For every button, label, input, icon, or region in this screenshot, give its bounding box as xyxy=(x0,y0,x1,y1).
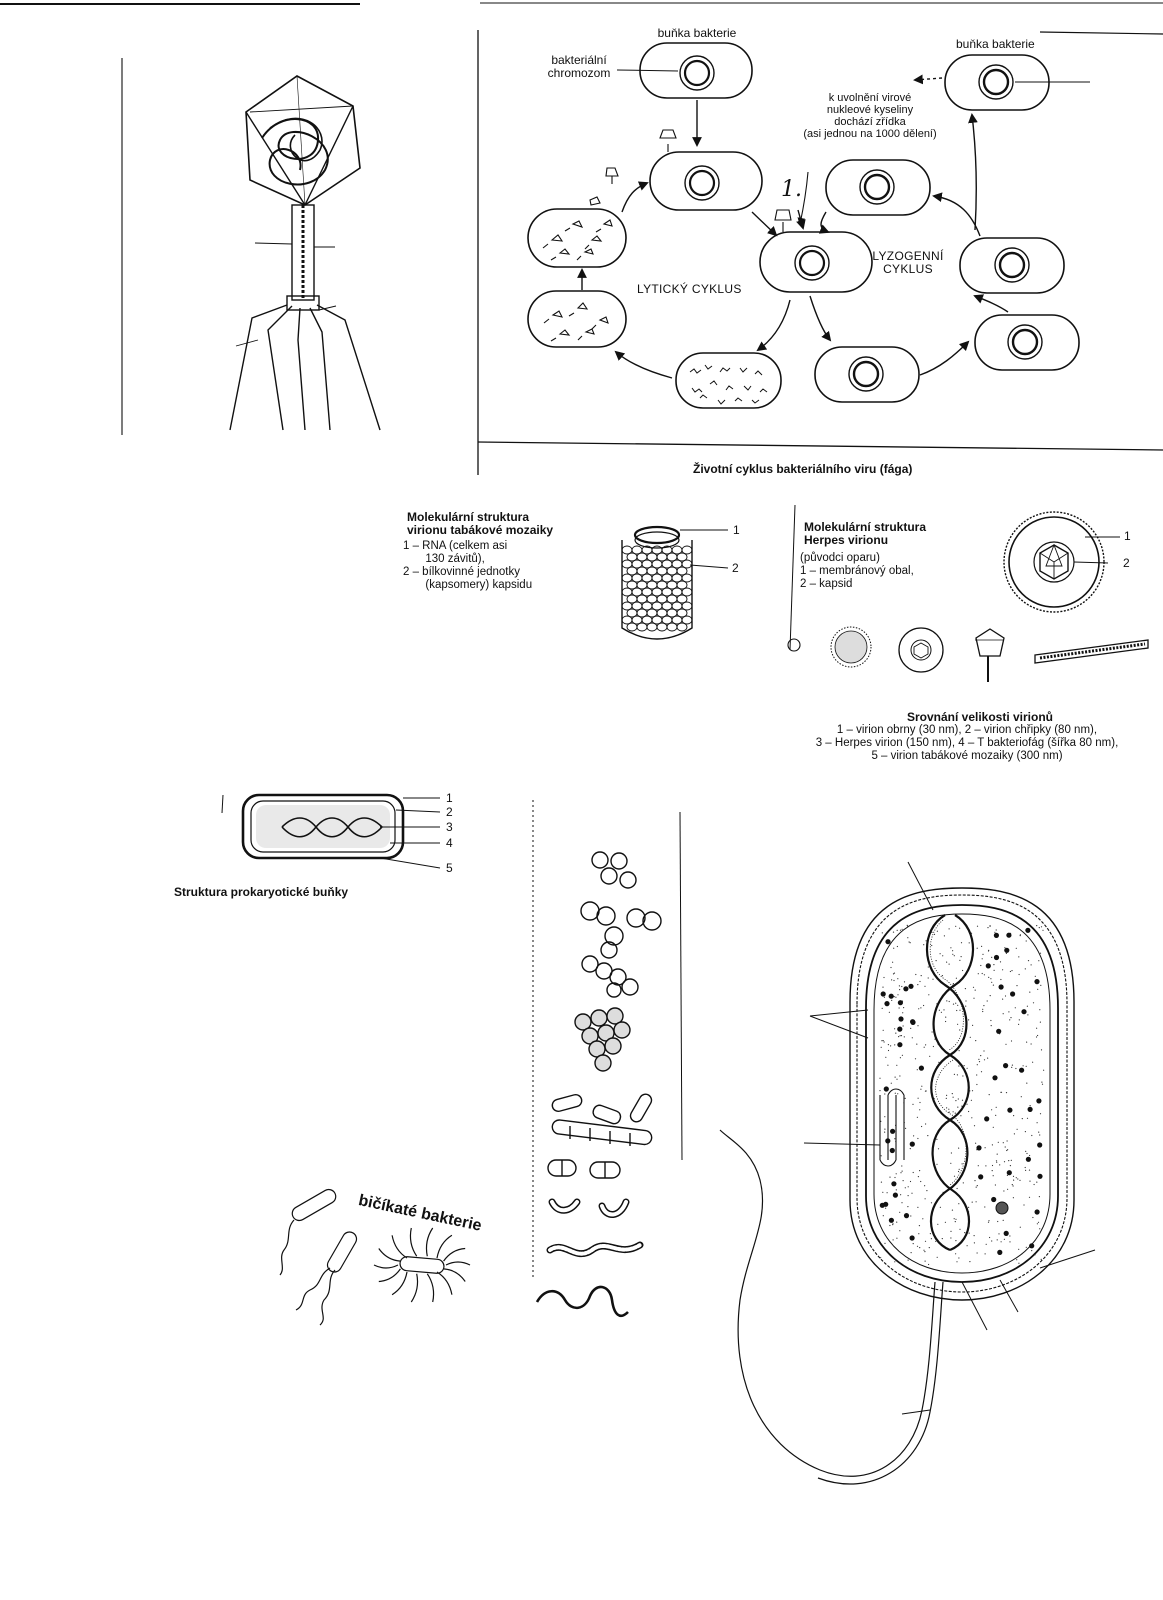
spirochetes xyxy=(537,1287,628,1316)
herpes-number-2: 2 xyxy=(1123,556,1130,570)
prokaryote-number-1: 1 xyxy=(446,791,453,805)
herpes-virion-small xyxy=(899,628,943,672)
leader-line xyxy=(1000,1280,1018,1312)
herpes-title: Molekulární struktura Herpes virionu xyxy=(804,520,927,547)
tail-fiber xyxy=(268,306,292,430)
leader-line xyxy=(690,565,728,568)
bacteria-shapes xyxy=(537,852,661,1316)
cycle-arrow xyxy=(975,296,1008,312)
leader-line xyxy=(1074,562,1108,563)
tmv-virion-small xyxy=(1035,640,1148,663)
herpes-description: (původci oparu) 1 – membránový obal, 2 – kapsid xyxy=(800,552,914,590)
bacterium-cell-lytic xyxy=(528,291,626,347)
frame-line-shapes xyxy=(680,812,682,1160)
leader-line xyxy=(962,1282,987,1330)
cycle-arrow xyxy=(616,352,672,378)
phage-attached xyxy=(660,130,676,152)
lysogenic-cycle-label: LYZOGENNÍ CYKLUS xyxy=(872,249,944,276)
release-note: k uvolnění virové nukleové kyseliny dochází zřídka (asi jednou na 1000 dělení) xyxy=(803,92,937,140)
lysogenic-cell xyxy=(826,160,930,215)
tmv-number-2: 2 xyxy=(732,561,739,575)
staphylococci xyxy=(575,1008,630,1071)
cycle-arrow xyxy=(758,300,790,350)
flagellated-bacterium xyxy=(325,1229,359,1274)
bacterium-cell-infected xyxy=(760,232,872,292)
leader-line xyxy=(1040,1250,1095,1268)
cycle-arrow xyxy=(622,183,647,212)
peritrichous-bacterium xyxy=(399,1256,444,1274)
cell-label-top: buňka bakterie xyxy=(657,26,737,40)
leader-line xyxy=(617,70,678,71)
cycle-arrow xyxy=(752,212,776,235)
tmv-capsomeres xyxy=(622,546,692,631)
capsule xyxy=(850,888,1074,1300)
cycle-arrow xyxy=(915,78,942,80)
leader-line xyxy=(810,1016,868,1038)
lysed-cell xyxy=(676,353,781,408)
herpes-illustration xyxy=(1004,512,1120,612)
lysogenic-cell xyxy=(960,238,1064,293)
lifecycle-caption: Životní cyklus bakteriálního viru (fága) xyxy=(693,462,913,476)
dna-fragments xyxy=(690,365,767,404)
bacilli xyxy=(548,1092,654,1178)
frame-line-caption xyxy=(478,442,1163,450)
scan-edge-line xyxy=(1040,32,1163,34)
flagellum xyxy=(720,1130,935,1476)
tmv-illustration xyxy=(622,527,728,639)
leader-line xyxy=(255,243,292,244)
plasma-membrane xyxy=(874,914,1050,1273)
bacterium-cell-lytic xyxy=(528,209,626,267)
tail-fiber xyxy=(298,308,305,430)
leader-line xyxy=(902,1410,930,1414)
lytic-cycle-label: LYTICKÝ CYKLUS xyxy=(637,282,742,296)
cycle-arrow xyxy=(821,212,828,232)
cycle-arrow xyxy=(810,296,830,340)
lysogenic-cell xyxy=(815,347,919,402)
flagellated-bacteria-label: bičíkaté bakterie xyxy=(356,1192,484,1235)
vibrios xyxy=(552,1202,626,1215)
virion-size-comparison xyxy=(788,627,1148,682)
phage-attached xyxy=(775,210,791,232)
tail-fiber xyxy=(317,305,380,430)
size-comparison-text: 1 – virion obrny (30 nm), 2 – virion chřipky (80 nm), 3 – Herpes virion (150 nm), 4 – T bakteriofág (šířka 80 nm), 5 – virion tabákové mozaiky (300 nm) xyxy=(815,724,1119,762)
tail-fiber xyxy=(230,305,287,430)
mesosome xyxy=(880,1089,904,1166)
released-phages xyxy=(590,168,618,205)
bacterium-detail xyxy=(720,862,1095,1484)
frame-line-herpes xyxy=(790,505,795,650)
chromosome-coil xyxy=(927,915,973,1250)
cytoplasm xyxy=(256,805,390,848)
ribosomes xyxy=(880,928,1043,1255)
inclusion-body xyxy=(996,1202,1008,1214)
flagellated-bacterium xyxy=(290,1187,339,1223)
leader-line xyxy=(380,858,440,868)
spirilla xyxy=(550,1245,640,1254)
tmv-description: 1 – RNA (celkem asi 130 závitů), 2 – bílkovinné jednotky (kapsomery) kapsidu xyxy=(403,540,533,591)
prokaryote-number-4: 4 xyxy=(446,836,453,850)
size-comparison-title: Srovnání velikosti virionů xyxy=(906,710,1054,724)
tmv-title: Molekulární struktura virionu tabákové mozaiky xyxy=(407,510,554,537)
leader-line xyxy=(810,1010,868,1016)
phage-head xyxy=(246,76,360,205)
chromosome-label: bakteriální chromozom xyxy=(547,53,611,80)
bacteriophage-illustration xyxy=(230,76,380,430)
cycle-arrow xyxy=(934,196,980,236)
cycle-arrow xyxy=(972,115,976,230)
prokaryote-number-3: 3 xyxy=(446,820,453,834)
cycle-arrow xyxy=(920,342,968,375)
lysogenic-cell xyxy=(975,315,1079,370)
bacterium-cell xyxy=(650,152,762,210)
prokaryote-caption: Struktura prokaryotické buňky xyxy=(174,885,349,899)
herpes-number-1: 1 xyxy=(1124,529,1131,543)
tmv-number-1: 1 xyxy=(733,523,740,537)
prokaryote-number-2: 2 xyxy=(446,805,453,819)
t-phage-small xyxy=(976,629,1004,656)
leader-line xyxy=(804,1143,880,1145)
prokaryote-illustration xyxy=(222,795,440,868)
flagella xyxy=(374,1228,470,1302)
cell-label-right: buňka bakterie xyxy=(956,37,1035,51)
streptococci xyxy=(582,956,638,997)
tail-fiber xyxy=(310,308,330,430)
prokaryote-number-5: 5 xyxy=(446,861,453,875)
cocci xyxy=(581,852,661,958)
tmv-rna xyxy=(635,527,679,543)
handwritten-mark: 1. xyxy=(781,177,802,202)
